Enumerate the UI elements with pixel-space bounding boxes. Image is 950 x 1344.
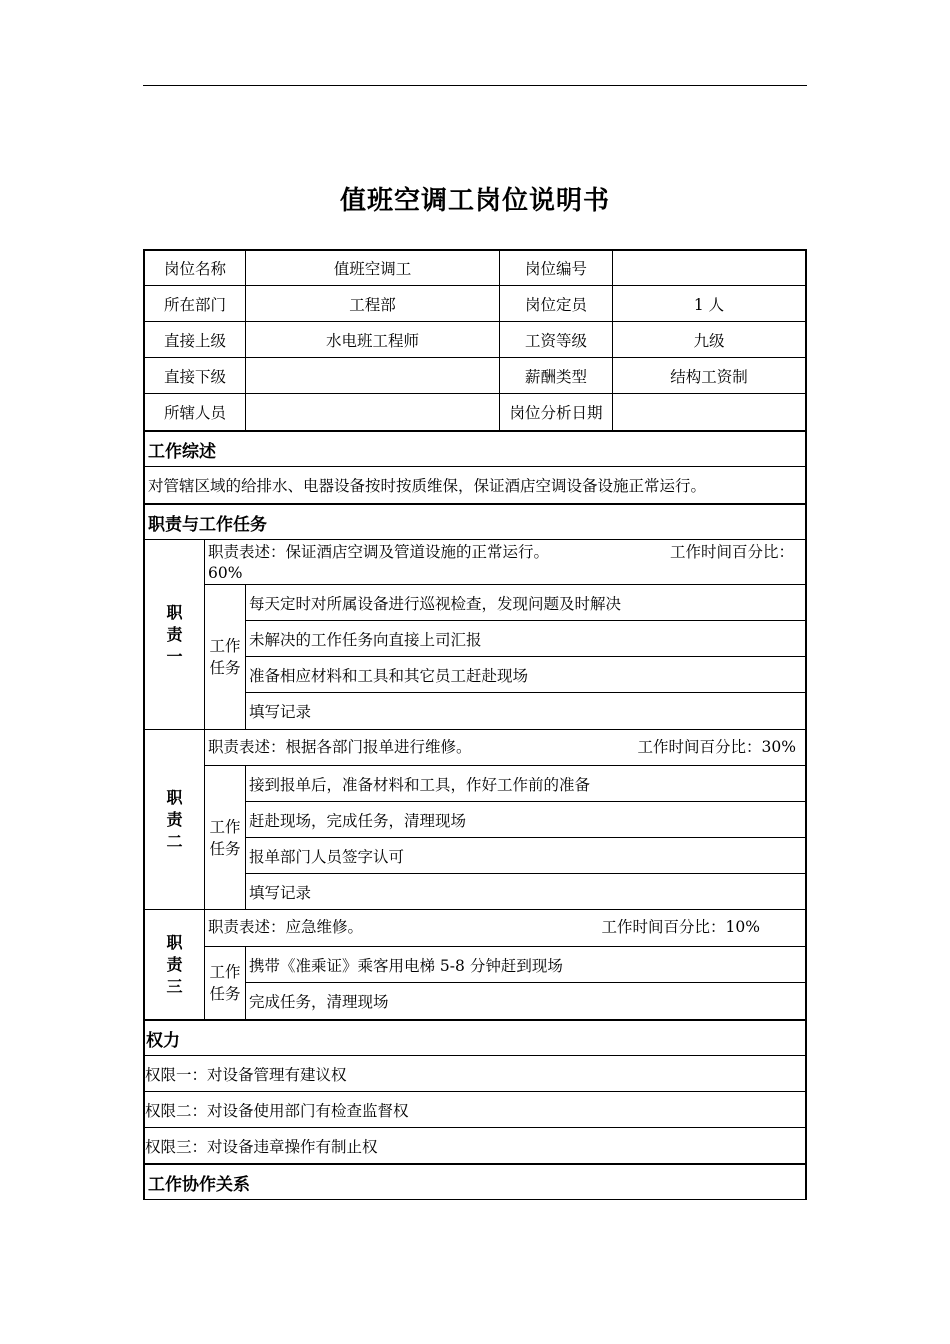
value-salary-grade: 九级 — [693, 331, 725, 350]
duty-2-label-char: 职 — [166, 787, 183, 807]
tasks-label-bottom: 任务 — [209, 659, 241, 677]
duty-3-description — [205, 910, 805, 946]
label-position-code: 岗位编号 — [524, 259, 587, 278]
header-rule — [143, 85, 807, 86]
duty-1-label — [145, 540, 204, 729]
label-direct-superior: 直接上级 — [163, 331, 226, 350]
duty-3-label-char: 责 — [166, 954, 183, 974]
label-pay-type: 薪酬类型 — [524, 367, 587, 386]
duty-3-time-percent: 工作时间百分比：10% — [601, 918, 760, 936]
duty-2-time-percent: 工作时间百分比：30% — [637, 738, 796, 756]
tasks-label-top: 工作 — [209, 963, 241, 981]
page-title: 值班空调工岗位说明书 — [339, 186, 610, 216]
value-analysis-date — [613, 394, 805, 430]
duty-1-label-char: 一 — [166, 646, 183, 666]
duty-1-time-label: 工作时间百分比： — [669, 543, 794, 561]
duty-1-label-char: 职 — [166, 602, 183, 622]
label-analysis-date: 岗位分析日期 — [509, 404, 603, 422]
value-position-name: 值班空调工 — [333, 259, 412, 278]
duty-3-tasks-label — [205, 947, 245, 1019]
duty-2-task: 接到报单后，准备材料和工具，作好工作前的准备 — [249, 775, 591, 794]
duty-2-label — [145, 730, 204, 909]
tasks-label-bottom: 任务 — [209, 839, 241, 858]
grid-line — [144, 1199, 806, 1200]
duty-2-tasks-label — [205, 766, 245, 909]
summary-heading: 工作综述 — [148, 441, 216, 462]
duty-3-label — [145, 910, 204, 1019]
label-position-name: 岗位名称 — [163, 259, 226, 278]
duty-1-task: 每天定时对所属设备进行巡视检查，发现问题及时解决 — [249, 594, 622, 613]
authority-item: 权限一：对设备管理有建议权 — [145, 1065, 347, 1084]
tasks-label-top: 工作 — [209, 637, 241, 655]
duty-1-time-percent: 60% — [208, 564, 243, 582]
value-headcount: 1 人 — [693, 295, 725, 314]
summary-text: 对管辖区域的给排水、电器设备按时按质维保，保证酒店空调设备设施正常运行。 — [148, 477, 707, 495]
duties-heading: 职责与工作任务 — [148, 514, 267, 535]
value-direct-superior: 水电班工程师 — [325, 331, 419, 350]
authority-item: 权限三：对设备违章操作有制止权 — [145, 1137, 378, 1156]
duty-3-desc-text: 职责表述：应急维修。 — [208, 918, 364, 936]
table-right-border — [805, 249, 807, 1200]
cooperation-heading: 工作协作关系 — [148, 1174, 250, 1195]
duty-1-task: 填写记录 — [249, 703, 312, 721]
tasks-label-top: 工作 — [209, 817, 241, 836]
label-staff-under: 所辖人员 — [163, 404, 226, 422]
authority-heading: 权力 — [146, 1030, 180, 1051]
duty-2-task: 报单部门人员签字认可 — [249, 847, 405, 866]
duty-2-task: 填写记录 — [249, 883, 312, 902]
duty-2-task: 赶赴现场，完成任务，清理现场 — [249, 811, 467, 830]
duty-2-desc-text: 职责表述：根据各部门报单进行维修。 — [208, 738, 472, 756]
duty-3-label-char: 三 — [166, 976, 183, 996]
label-department: 所在部门 — [163, 295, 226, 314]
label-direct-subordinate: 直接下级 — [163, 367, 226, 386]
duty-1-task: 准备相应材料和工具和其它员工赶赴现场 — [249, 666, 529, 685]
duty-1-description — [205, 540, 805, 584]
duty-1-desc-text: 职责表述：保证酒店空调及管道设施的正常运行。 — [208, 543, 550, 561]
value-pay-type: 结构工资制 — [670, 367, 748, 386]
duty-2-label-char: 二 — [166, 831, 183, 851]
value-staff-under — [246, 394, 499, 430]
value-position-code — [613, 250, 805, 285]
tasks-label-bottom: 任务 — [209, 985, 241, 1003]
duty-3-task: 完成任务，清理现场 — [249, 993, 389, 1011]
duty-1-task: 未解决的工作任务向直接上司汇报 — [249, 630, 482, 649]
duty-1-label-char: 责 — [166, 624, 183, 644]
duty-2-description — [205, 730, 805, 765]
duty-2-label-char: 责 — [166, 809, 183, 829]
duty-3-task: 携带《准乘证》乘客用电梯 5-8 分钟赶到现场 — [249, 956, 563, 975]
value-direct-subordinate — [246, 358, 499, 393]
duty-3-label-char: 职 — [166, 932, 183, 952]
duty-1-tasks-label — [205, 585, 245, 729]
label-salary-grade: 工资等级 — [524, 331, 587, 350]
authority-item: 权限二：对设备使用部门有检查监督权 — [145, 1101, 409, 1120]
value-department: 工程部 — [349, 295, 396, 314]
label-headcount: 岗位定员 — [524, 295, 587, 314]
